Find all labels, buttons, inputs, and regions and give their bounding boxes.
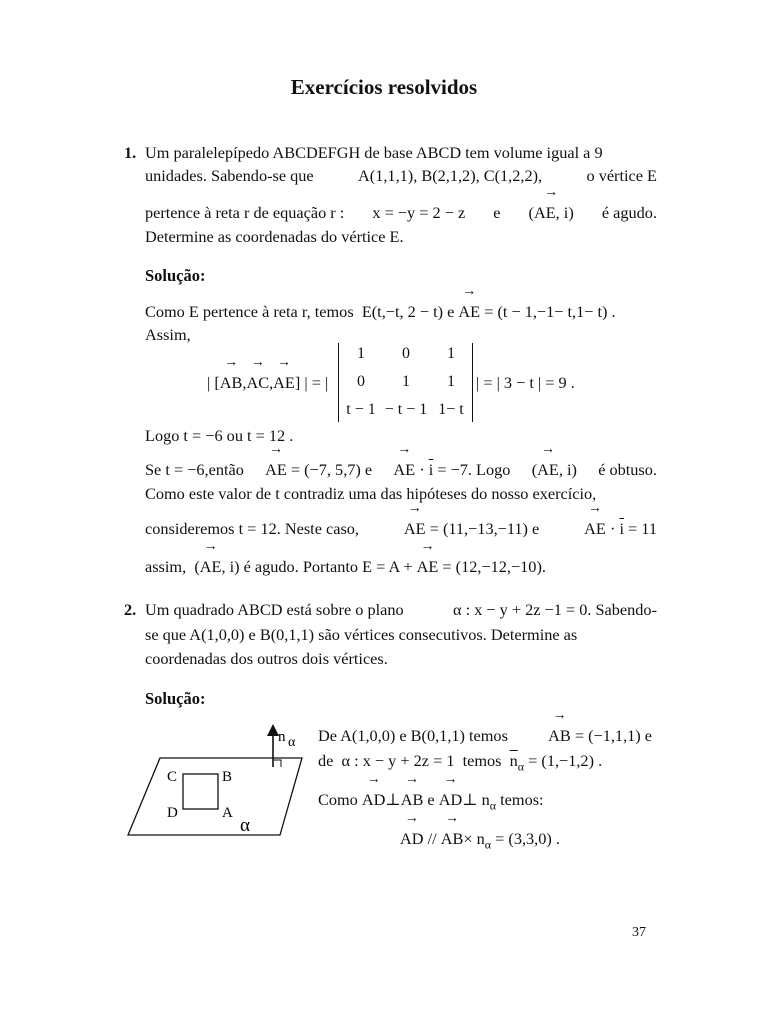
solution-1-line-3: Logo t = −6 ou t = 12 . [145,426,294,445]
determinant-matrix [338,343,473,422]
exercise-1-number: 1. [124,143,137,162]
exercise-2-line-3: coordenadas dos outros dois vértices. [145,649,388,668]
det-cell: − t − 1 [384,401,428,418]
exercise-2-number: 2. [124,600,137,619]
solution-2-line-4: → AD // → $AB\times n_\alpha = (3,3,0)$ . [400,829,560,852]
det-cell: 1 [402,373,410,390]
solution-1-line-7: assim, (→ AE, i) é agudo. Portanto E = A + → AE = (12,−12,−10). [145,557,546,577]
vector-ad: → AD [362,790,386,810]
det-cell: 1 [357,345,365,362]
vector-ae: → AE, i [534,203,568,223]
det-cell: 1 [447,345,455,362]
vector-ae: → AE [273,373,295,393]
solution-1-line-2: Assim, [145,325,191,344]
exercise-2-line-1: Um quadrado ABCD está sobre o plano α : x − y + 2z −1 = 0. Sabendo- [145,600,657,619]
vector-ae: → AE [537,460,559,480]
determinant-lhs: | [→ AB,→ AC,→ AE] | = | [207,373,328,393]
solution-1-line-1: Como E pertence à reta r, temos E(t,−t, 2 − t) e → AE = (t − 1,−1− t,1− t) . [145,302,616,322]
vector-ac: → AC [246,373,269,393]
exercise-1-line-2: unidades. Sabendo-se que A(1,1,1), B(2,1,2), C(1,2,2), o vértice E [145,166,657,185]
exercise-2-line-2: se que A(1,0,0) e B(0,1,1) são vértices consecutivos. Determine as [145,625,578,644]
vector-ae: → AE [404,519,426,539]
vector-ae: → AE [458,302,480,322]
vertex-c-label: C [167,769,178,785]
vector-ad: → AD [439,790,463,810]
vector-ab: → AB [220,373,243,393]
det-cell: t − 1 [346,401,376,418]
vector-ae: → AE [584,519,606,539]
square-abcd [183,774,218,809]
vertex-b-label: B [222,769,233,785]
solution-1-label: Solução: [145,266,206,285]
solution-1-line-6: consideremos t = 12. Neste caso, → AE = (11,−13,−11) e → AE · $\overline{i} = 11$ [145,519,657,539]
vector-ad: → AD [400,829,424,849]
vector-ae: → AE [200,557,222,577]
vector-ae: → AE [265,460,287,480]
det-cell: 0 [357,373,365,390]
vertex-d-label: D [167,805,178,821]
plane-square-figure [120,720,310,840]
vector-ae: → AE [417,557,439,577]
normal-label: n [278,729,286,745]
determinant-rhs: | = | 3 − t | = 9 . [476,373,575,392]
det-cell: 1 [447,373,455,390]
solution-1-line-4: Se t = −6,então → AE = (−7, 5,7) e → AE · $\overline{i} = -7$. Logo (→ AE, i) é obtuso. [145,460,657,480]
solution-2-label: Solução: [145,689,206,708]
solution-1-line-5: Como este valor de t contradiz uma das hipóteses do nosso exercício, [145,484,597,503]
vector-ab: → AB [548,726,571,746]
exercise-1-line-3: pertence à reta r de equação r : x = −y = 2 − z e (→ AE, i) é agudo. [145,203,657,223]
det-cell: 0 [402,345,410,362]
page-number: 37 [632,925,646,940]
right-angle-mark [273,760,281,767]
page-title: Exercícios resolvidos [290,75,478,99]
exercise-1-line-4: Determine as coordenadas do vértice E. [145,227,404,246]
det-cell: 1− t [438,401,464,418]
vertex-a-label: A [222,805,233,821]
solution-2-line-2: de α : x − y + 2z = 1 temos $\overline{n}_\alpha = (1,-1,2)$ . [318,751,603,774]
solution-2-line-1: De A(1,0,0) e B(0,1,1) temos → AB = (−1,1,1) e [318,726,652,746]
exercise-1-line-1: Um paralelepípedo ABCDEFGH de base ABCD tem volume igual a 9 [145,143,603,162]
vector-ab: → AB [401,790,424,810]
plane-parallelogram [128,758,302,835]
vector-ae: → AE [393,460,415,480]
vector-ab: → AB [441,829,464,849]
solution-2-line-3: Como → AD⊥→ AB e → AD⊥ $n_\alpha$ temos: [318,790,544,813]
normal-subscript: α [288,735,296,750]
plane-alpha-label: α [240,815,250,836]
